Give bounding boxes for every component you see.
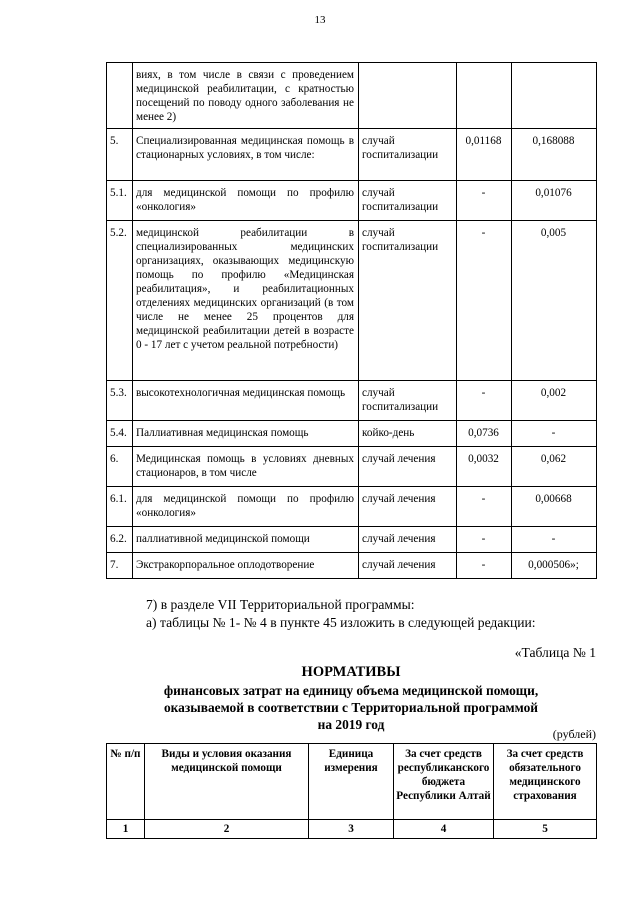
table-row bbox=[107, 221, 597, 381]
row-unit: случай лечения bbox=[359, 447, 457, 487]
row-number: 5.3. bbox=[107, 381, 133, 421]
column-number: 1 bbox=[107, 820, 145, 839]
row-unit: койко-день bbox=[359, 421, 457, 447]
table-row bbox=[107, 63, 597, 129]
header-oms: За счет средств обязательного медицинского страхования bbox=[494, 744, 597, 820]
row-unit: случай госпитализации bbox=[359, 221, 457, 381]
row-value-budget: - bbox=[457, 381, 512, 421]
row-value-oms: - bbox=[512, 527, 597, 553]
row-description: Экстракорпоральное оплодотворение bbox=[133, 553, 359, 579]
row-description: Специализированная медицинская помощь в стационарных условиях, в том числе: bbox=[133, 129, 359, 181]
row-number: 6.1. bbox=[107, 487, 133, 527]
column-number: 3 bbox=[309, 820, 394, 839]
table-row bbox=[107, 553, 597, 579]
row-number: 6.2. bbox=[107, 527, 133, 553]
heading-subtitle bbox=[106, 682, 596, 733]
row-value-oms: 0,168088 bbox=[512, 129, 597, 181]
column-number-row bbox=[107, 820, 597, 839]
row-number: 7. bbox=[107, 553, 133, 579]
row-value-budget: - bbox=[457, 527, 512, 553]
row-value-budget: 0,0032 bbox=[457, 447, 512, 487]
row-number: 5.1. bbox=[107, 181, 133, 221]
row-value-budget: - bbox=[457, 553, 512, 579]
row-unit: случай госпитализации bbox=[359, 181, 457, 221]
header-number: № п/п bbox=[107, 744, 145, 820]
table-caption: «Таблица № 1 bbox=[514, 645, 596, 660]
header-care-type: Виды и условия оказания медицинской помощи bbox=[145, 744, 309, 820]
row-value-oms: 0,01076 bbox=[512, 181, 597, 221]
row-description: Паллиативная медицинская помощь bbox=[133, 421, 359, 447]
row-unit: случай лечения bbox=[359, 527, 457, 553]
amendment-line-1: 7) в разделе VII Территориальной программы: bbox=[146, 597, 415, 612]
row-unit: случай лечения bbox=[359, 553, 457, 579]
row-number: 6. bbox=[107, 447, 133, 487]
table-row bbox=[107, 447, 597, 487]
header-unit: Единица измерения bbox=[309, 744, 394, 820]
table-row bbox=[107, 181, 597, 221]
row-description: для медицинской помощи по профилю «онкология» bbox=[133, 181, 359, 221]
header-budget: За счет средств республиканского бюджета Республики Алтай bbox=[394, 744, 494, 820]
column-number: 5 bbox=[494, 820, 597, 839]
row-value-oms: 0,000506»; bbox=[512, 553, 597, 579]
row-description: для медицинской помощи по профилю «онкология» bbox=[133, 487, 359, 527]
amendment-line-2: а) таблицы № 1- № 4 в пункте 45 изложить в следующей редакции: bbox=[146, 615, 536, 630]
row-value-oms: - bbox=[512, 421, 597, 447]
row-value-budget: 0,0736 bbox=[457, 421, 512, 447]
row-value-oms: 0,062 bbox=[512, 447, 597, 487]
norms-table-continuation bbox=[106, 62, 597, 579]
row-description: виях, в том числе в связи с проведением медицинской реабилитации, с кратностью посещений по поводу одного заболевания не менее 2) bbox=[133, 63, 359, 129]
table-header-row bbox=[107, 744, 597, 820]
table-row bbox=[107, 487, 597, 527]
row-value-oms: 0,002 bbox=[512, 381, 597, 421]
row-number: 5. bbox=[107, 129, 133, 181]
row-value-oms: 0,005 bbox=[512, 221, 597, 381]
financial-norms-table bbox=[106, 743, 597, 839]
row-description: Медицинская помощь в условиях дневных стационаров, в том числе bbox=[133, 447, 359, 487]
row-number: 5.4. bbox=[107, 421, 133, 447]
row-value-budget: 0,01168 bbox=[457, 129, 512, 181]
row-number bbox=[107, 63, 133, 129]
row-unit: случай госпитализации bbox=[359, 381, 457, 421]
table-row bbox=[107, 129, 597, 181]
heading-subtitle-line-2: оказываемой в соответствии с Территориальной программой bbox=[163, 700, 539, 715]
heading-subtitle-line-3: на 2019 год bbox=[317, 717, 385, 732]
row-value-oms bbox=[512, 63, 597, 129]
row-value-budget: - bbox=[457, 221, 512, 381]
row-number: 5.2. bbox=[107, 221, 133, 381]
row-value-budget: - bbox=[457, 181, 512, 221]
page-number: 13 bbox=[314, 14, 326, 26]
table-row bbox=[107, 421, 597, 447]
column-number: 2 bbox=[145, 820, 309, 839]
table-row bbox=[107, 527, 597, 553]
row-value-budget bbox=[457, 63, 512, 129]
row-description: медицинской реабилитации в специализированных медицинских организациях, оказывающих медицинскую помощь по профилю «Медицинская реабилитация», и реабилитационных отделениях медицинских организаций (в том числе не менее 25 процентов для медицинской реабилитации детей в возрасте 0 - 17 лет с учетом реальной потребности) bbox=[133, 221, 359, 381]
heading-title: НОРМАТИВЫ bbox=[301, 664, 401, 680]
row-description: паллиативной медицинской помощи bbox=[133, 527, 359, 553]
row-unit: случай госпитализации bbox=[359, 129, 457, 181]
row-value-budget: - bbox=[457, 487, 512, 527]
column-number: 4 bbox=[394, 820, 494, 839]
units-label: (рублей) bbox=[552, 727, 596, 741]
table-row bbox=[107, 381, 597, 421]
heading-subtitle-line-1: финансовых затрат на единицу объема медицинской помощи, bbox=[163, 683, 539, 698]
row-unit: случай лечения bbox=[359, 487, 457, 527]
row-unit bbox=[359, 63, 457, 129]
row-value-oms: 0,00668 bbox=[512, 487, 597, 527]
row-description: высокотехнологичная медицинская помощь bbox=[133, 381, 359, 421]
